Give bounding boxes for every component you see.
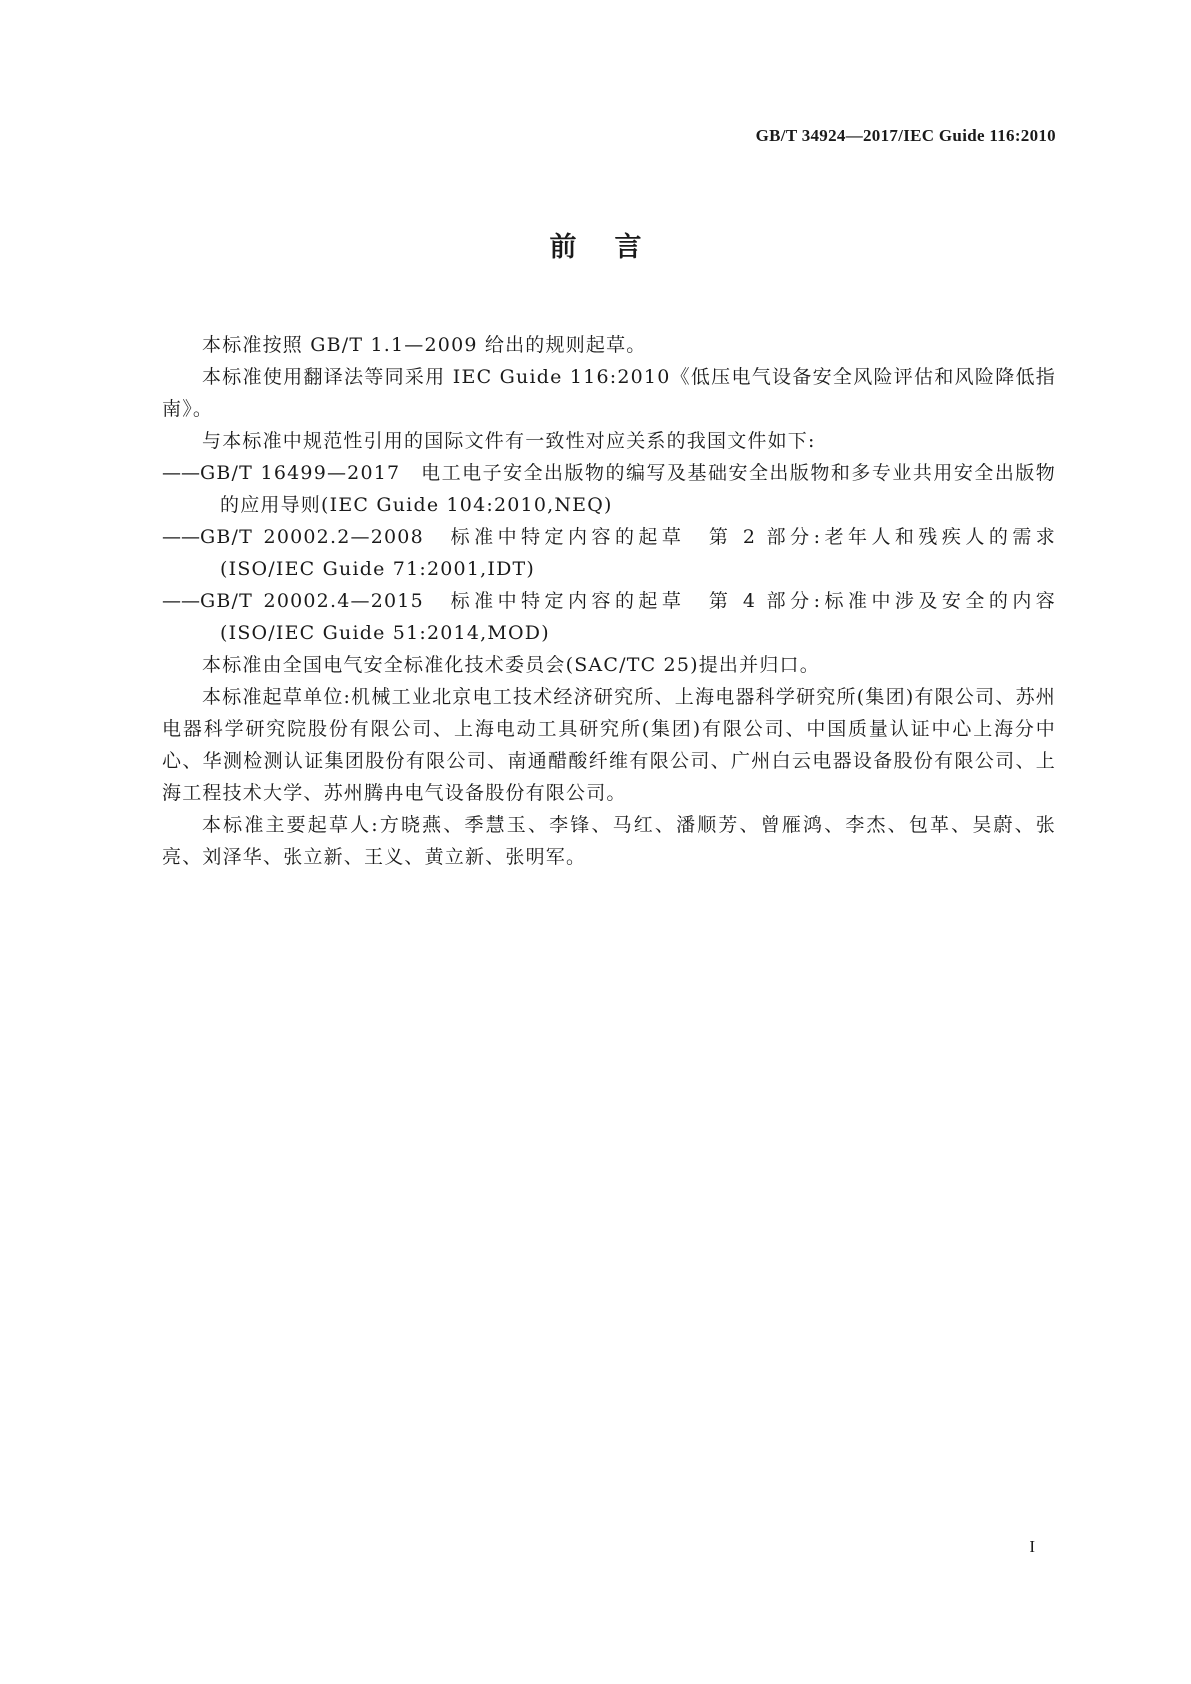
paragraph-drafting-rules: 本标准按照 GB/T 1.1—2009 给出的规则起草。 (202, 334, 647, 356)
paragraph-drafters: 本标准主要起草人:方晓燕、季慧玉、李锋、马红、潘顺芳、曾雁鸿、李杰、包革、吴蔚、张亮、刘泽华、张立新、王义、黄立新、张明军。 (162, 814, 1056, 868)
page-number: I (1029, 1537, 1035, 1556)
paragraph-correspondence-intro: 与本标准中规范性引用的国际文件有一致性对应关系的我国文件如下: (202, 430, 816, 452)
list-item (162, 521, 1056, 585)
dash-marker: —— (162, 526, 200, 548)
paragraph-drafting-units: 本标准起草单位:机械工业北京电工技术经济研究所、上海电器科学研究所(集团)有限公司、苏州电器科学研究院股份有限公司、上海电动工具研究所(集团)有限公司、中国质量认证中心上海分中心、华测检测认证集团股份有限公司、南通醋酸纤维有限公司、广州白云电器设备股份有限公司、上海工程技术大学、苏州腾冉电气设备股份有限公司。 (162, 686, 1056, 804)
list-item-text: GB/T 20002.2—2008 标准中特定内容的起草 第 2 部分:老年人和残疾人的需求(ISO/IEC Guide 71:2001,IDT) (200, 526, 1056, 580)
paragraph-adoption: 本标准使用翻译法等同采用 IEC Guide 116:2010《低压电气设备安全风险评估和风险降低指南》。 (162, 366, 1056, 420)
list-item (162, 585, 1056, 649)
dash-marker: —— (162, 590, 200, 612)
paragraph-proposer: 本标准由全国电气安全标准化技术委员会(SAC/TC 25)提出并归口。 (202, 654, 820, 676)
list-item-text: GB/T 16499—2017 电工电子安全出版物的编写及基础安全出版物和多专业共用安全出版物的应用导则(IEC Guide 104:2010,NEQ) (200, 462, 1056, 516)
foreword-body (162, 329, 1056, 873)
dash-marker: —— (162, 462, 200, 484)
page-title: 前言 (549, 232, 680, 263)
list-item-text: GB/T 20002.4—2015 标准中特定内容的起草 第 4 部分:标准中涉及安全的内容(ISO/IEC Guide 51:2014,MOD) (200, 590, 1056, 644)
list-item (162, 457, 1056, 521)
document-number-header: GB/T 34924—2017/IEC Guide 116:2010 (755, 126, 1056, 145)
